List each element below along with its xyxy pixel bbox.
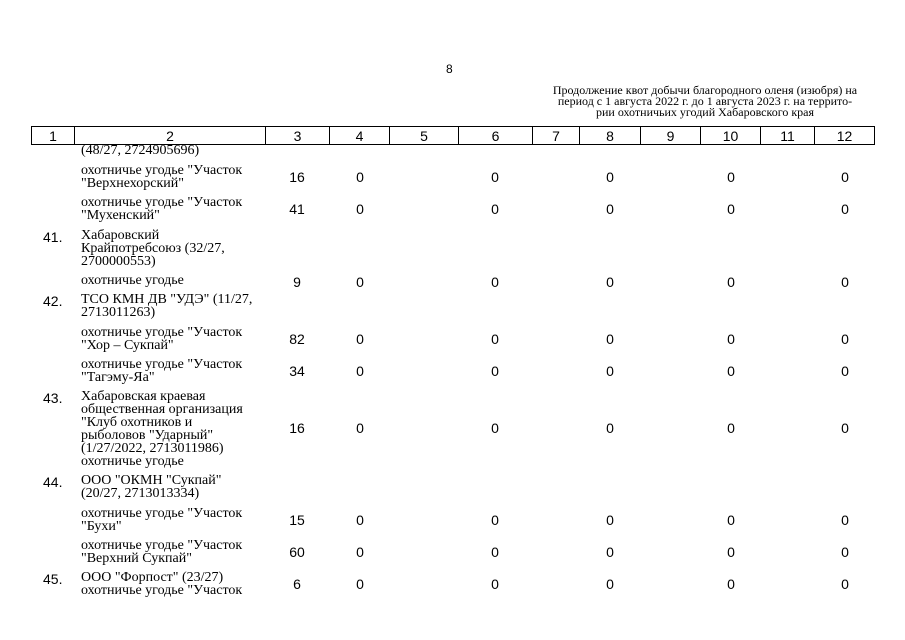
row-name-line: (48/27, 2724905696) — [81, 143, 200, 158]
cell-col8: 0 — [606, 201, 614, 217]
cell-col6: 0 — [491, 331, 499, 347]
cell-col3: 16 — [289, 420, 305, 436]
row-name-line: охотничье угодье "Участок — [81, 357, 243, 372]
column-header: 3 — [266, 127, 330, 145]
row-name-line: ООО "ОКМН "Сукпай" — [81, 473, 222, 488]
row-number: 43. — [43, 390, 63, 406]
row-name — [81, 274, 261, 287]
cell-col10: 0 — [727, 331, 735, 347]
cell-col6: 0 — [491, 363, 499, 379]
row-name-line: 2713011263) — [81, 305, 156, 320]
cell-col4: 0 — [356, 420, 364, 436]
cell-col12: 0 — [841, 274, 849, 290]
cell-col3: 34 — [289, 363, 305, 379]
row-name-line: "Верхний Сукпай" — [81, 551, 192, 566]
column-header: 11 — [761, 127, 815, 145]
cell-col3: 9 — [293, 274, 301, 290]
row-name — [81, 196, 261, 222]
row-number: 44. — [43, 474, 63, 490]
row-name-line: 2700000553) — [81, 254, 156, 269]
column-header-row — [32, 127, 875, 145]
row-name — [81, 474, 261, 500]
cell-col12: 0 — [841, 201, 849, 217]
table-subtitle — [535, 85, 875, 118]
cell-col12: 0 — [841, 576, 849, 592]
cell-col4: 0 — [356, 201, 364, 217]
row-name-line: (1/27/2022, 2713011986) — [81, 441, 224, 456]
page-number: 8 — [446, 62, 453, 76]
row-name-line: охотничье угодье "Участок — [81, 506, 243, 521]
cell-col8: 0 — [606, 420, 614, 436]
cell-col3: 6 — [293, 576, 301, 592]
cell-col10: 0 — [727, 274, 735, 290]
cell-col8: 0 — [606, 274, 614, 290]
row-name — [81, 358, 261, 384]
cell-col8: 0 — [606, 331, 614, 347]
row-name-line: ООО "Форпост" (23/27) — [81, 570, 224, 585]
row-name-line: охотничье угодье "Участок — [81, 583, 243, 598]
cell-col8: 0 — [606, 512, 614, 528]
cell-col4: 0 — [356, 512, 364, 528]
cell-col4: 0 — [356, 169, 364, 185]
row-number: 42. — [43, 293, 63, 309]
row-name — [81, 507, 261, 533]
row-name-line: "Тагэму-Яа" — [81, 370, 155, 385]
cell-col4: 0 — [356, 576, 364, 592]
row-name-line: охотничье угодье — [81, 273, 184, 288]
subtitle-line: период с 1 августа 2022 г. до 1 августа 2023 г. на террито- — [557, 94, 853, 108]
row-name-line: "Хор – Сукпай" — [81, 338, 174, 353]
cell-col3: 41 — [289, 201, 305, 217]
cell-col6: 0 — [491, 544, 499, 560]
cell-col3: 15 — [289, 512, 305, 528]
cell-col12: 0 — [841, 544, 849, 560]
column-header: 5 — [390, 127, 459, 145]
row-name-line: охотничье угодье "Участок — [81, 163, 243, 178]
cell-col12: 0 — [841, 512, 849, 528]
cell-col8: 0 — [606, 576, 614, 592]
column-header: 7 — [533, 127, 580, 145]
row-name — [81, 229, 261, 268]
row-number: 45. — [43, 571, 63, 587]
row-name-line: ТСО КМН ДВ "УДЭ" (11/27, — [81, 292, 253, 307]
cell-col10: 0 — [727, 512, 735, 528]
row-name-line: охотничье угодье — [81, 454, 184, 469]
row-name-line: охотничье угодье "Участок — [81, 195, 243, 210]
row-name-line: общественная организация — [81, 402, 243, 417]
column-header: 10 — [701, 127, 761, 145]
cell-col4: 0 — [356, 363, 364, 379]
cell-col12: 0 — [841, 169, 849, 185]
row-name — [81, 571, 261, 597]
cell-col8: 0 — [606, 363, 614, 379]
row-name-line: охотничье угодье "Участок — [81, 325, 243, 340]
row-name — [81, 293, 261, 319]
column-header: 8 — [580, 127, 641, 145]
cell-col12: 0 — [841, 420, 849, 436]
column-header: 1 — [32, 127, 75, 145]
row-name — [81, 326, 261, 352]
subtitle-line: Продолжение квот добычи благородного оленя (изюбря) на — [552, 83, 858, 97]
cell-col10: 0 — [727, 201, 735, 217]
row-name — [81, 164, 261, 190]
cell-col3: 60 — [289, 544, 305, 560]
subtitle-line: рии охотничьих угодий Хабаровского края — [595, 105, 815, 119]
column-header: 9 — [641, 127, 701, 145]
cell-col6: 0 — [491, 420, 499, 436]
row-name-line: Хабаровская краевая — [81, 389, 206, 404]
cell-col4: 0 — [356, 331, 364, 347]
cell-col12: 0 — [841, 363, 849, 379]
cell-col6: 0 — [491, 169, 499, 185]
row-name-line: "Верхнехорский" — [81, 176, 184, 191]
cell-col4: 0 — [356, 544, 364, 560]
cell-col10: 0 — [727, 169, 735, 185]
cell-col3: 82 — [289, 331, 305, 347]
cell-col8: 0 — [606, 169, 614, 185]
row-name — [81, 144, 261, 157]
row-name-line: "Бухи" — [81, 519, 122, 534]
cell-col10: 0 — [727, 576, 735, 592]
cell-col6: 0 — [491, 512, 499, 528]
cell-col6: 0 — [491, 201, 499, 217]
cell-col10: 0 — [727, 544, 735, 560]
cell-col6: 0 — [491, 576, 499, 592]
cell-col4: 0 — [356, 274, 364, 290]
cell-col8: 0 — [606, 544, 614, 560]
cell-col10: 0 — [727, 420, 735, 436]
column-header: 4 — [330, 127, 390, 145]
cell-col3: 16 — [289, 169, 305, 185]
row-number: 41. — [43, 229, 63, 245]
row-name-line: Хабаровский — [81, 228, 160, 243]
row-name-line: рыболовов "Ударный" — [81, 428, 214, 443]
row-name-line: Крайпотребсоюз (32/27, — [81, 241, 225, 256]
row-name-line: "Клуб охотников и — [81, 415, 193, 430]
column-header: 12 — [815, 127, 875, 145]
row-name — [81, 539, 261, 565]
row-name-line: "Мухенский" — [81, 208, 160, 223]
cell-col6: 0 — [491, 274, 499, 290]
cell-col10: 0 — [727, 363, 735, 379]
row-name — [81, 390, 261, 468]
cell-col12: 0 — [841, 331, 849, 347]
row-name-line: охотничье угодье "Участок — [81, 538, 243, 553]
row-name-line: (20/27, 2713013334) — [81, 486, 200, 501]
column-header: 2 — [75, 127, 266, 145]
column-header: 6 — [459, 127, 533, 145]
